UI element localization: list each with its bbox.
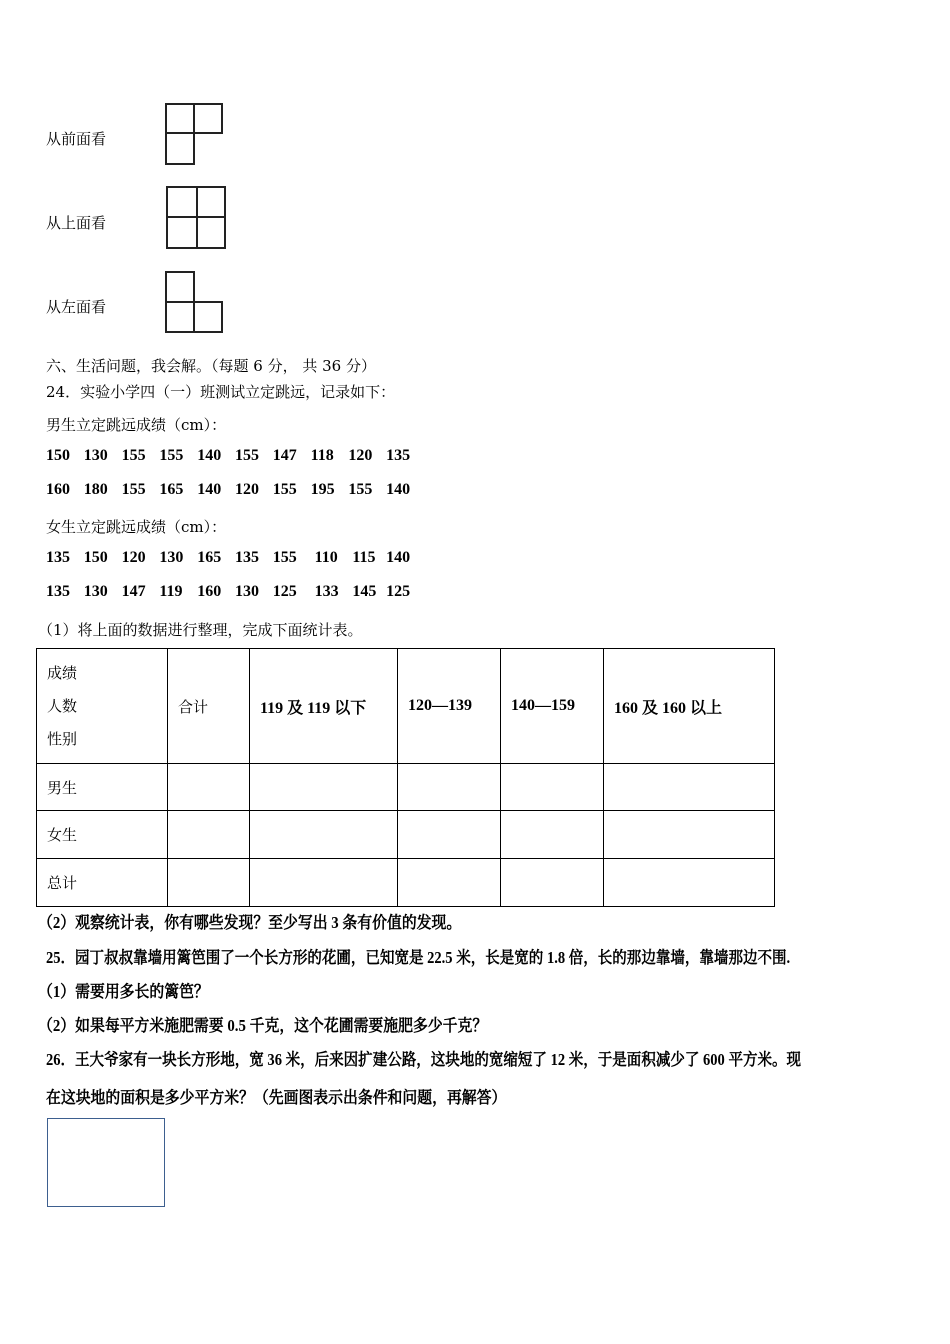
row-label-boys: 男生 bbox=[37, 764, 168, 811]
cell[interactable] bbox=[398, 811, 501, 859]
corner-label-gender: 性别 bbox=[47, 729, 78, 748]
section-title: 六、生活问题，我会解。（每题 6 分， 共 36 分） bbox=[46, 357, 376, 375]
cell[interactable] bbox=[168, 764, 250, 811]
corner-cell bbox=[37, 649, 168, 764]
boys-label: 男生立定跳远成绩（cm）： bbox=[46, 416, 227, 434]
cell[interactable] bbox=[250, 811, 398, 859]
cell[interactable] bbox=[501, 859, 604, 907]
cell[interactable] bbox=[604, 859, 775, 907]
boys-scores-row2: 160 180 155 165 140 120 155 195 155 140 bbox=[46, 481, 411, 498]
table-header-row bbox=[37, 649, 775, 764]
cell[interactable] bbox=[604, 811, 775, 859]
row-label-girls: 女生 bbox=[37, 811, 168, 859]
girls-scores-row1: 135 150 120 130 165 135 155 110 115 140 bbox=[46, 549, 411, 566]
cell[interactable] bbox=[168, 859, 250, 907]
girls-label: 女生立定跳远成绩（cm）： bbox=[46, 518, 227, 536]
header-160-above: 160 及 160 以上 bbox=[604, 649, 775, 764]
corner-label-count: 人数 bbox=[47, 696, 78, 715]
q26-line1: 26．王大爷家有一块长方形地，宽 36 米，后来因扩建公路，这块地的宽缩短了 12 米，于是面积减少了 600 平方米。现 bbox=[46, 1050, 802, 1069]
row-label-total: 总计 bbox=[37, 859, 168, 907]
header-total: 合计 bbox=[168, 649, 250, 764]
q25-part2: （2）如果每平方米施肥需要 0.5 千克，这个花圃需要施肥多少千克？ bbox=[38, 1016, 488, 1035]
header-120-139: 120—139 bbox=[398, 649, 501, 764]
header-119-below: 119 及 119 以下 bbox=[250, 649, 398, 764]
cell[interactable] bbox=[501, 811, 604, 859]
drawing-box[interactable] bbox=[47, 1118, 165, 1207]
table-row-total bbox=[37, 859, 775, 907]
table-row-girls bbox=[37, 811, 775, 859]
cell[interactable] bbox=[501, 764, 604, 811]
cell[interactable] bbox=[604, 764, 775, 811]
cell[interactable] bbox=[250, 764, 398, 811]
view-label-top: 从上面看 bbox=[46, 214, 107, 232]
cell[interactable] bbox=[168, 811, 250, 859]
corner-label-score: 成绩 bbox=[47, 663, 78, 682]
girls-scores-row2: 135 130 147 119 160 130 125 133 145 125 bbox=[46, 583, 411, 600]
q24-part1: （1）将上面的数据进行整理，完成下面统计表。 bbox=[38, 621, 363, 639]
cell[interactable] bbox=[398, 764, 501, 811]
header-140-159: 140—159 bbox=[501, 649, 604, 764]
cell[interactable] bbox=[398, 859, 501, 907]
table-row-boys bbox=[37, 764, 775, 811]
q24-part2: （2）观察统计表，你有哪些发现？至少写出 3 条有价值的发现。 bbox=[38, 913, 462, 932]
q25-title: 25．园丁叔叔靠墙用篱笆围了一个长方形的花圃，已知宽是 22.5 米，长是宽的 1.8 倍，长的那边靠墙，靠墙那边不围. bbox=[46, 948, 791, 967]
q26-line2: 在这块地的面积是多少平方米？（先画图表示出条件和问题，再解答） bbox=[46, 1088, 507, 1107]
cell[interactable] bbox=[250, 859, 398, 907]
statistics-table bbox=[36, 648, 775, 907]
q25-part1: （1）需要用多长的篱笆？ bbox=[38, 982, 209, 1001]
boys-scores-row1: 150 130 155 155 140 155 147 118 120 135 bbox=[46, 447, 411, 464]
view-label-left: 从左面看 bbox=[46, 298, 107, 316]
q24-title: 24．实验小学四（一）班测试立定跳远，记录如下： bbox=[46, 383, 396, 401]
view-label-front: 从前面看 bbox=[46, 130, 107, 148]
